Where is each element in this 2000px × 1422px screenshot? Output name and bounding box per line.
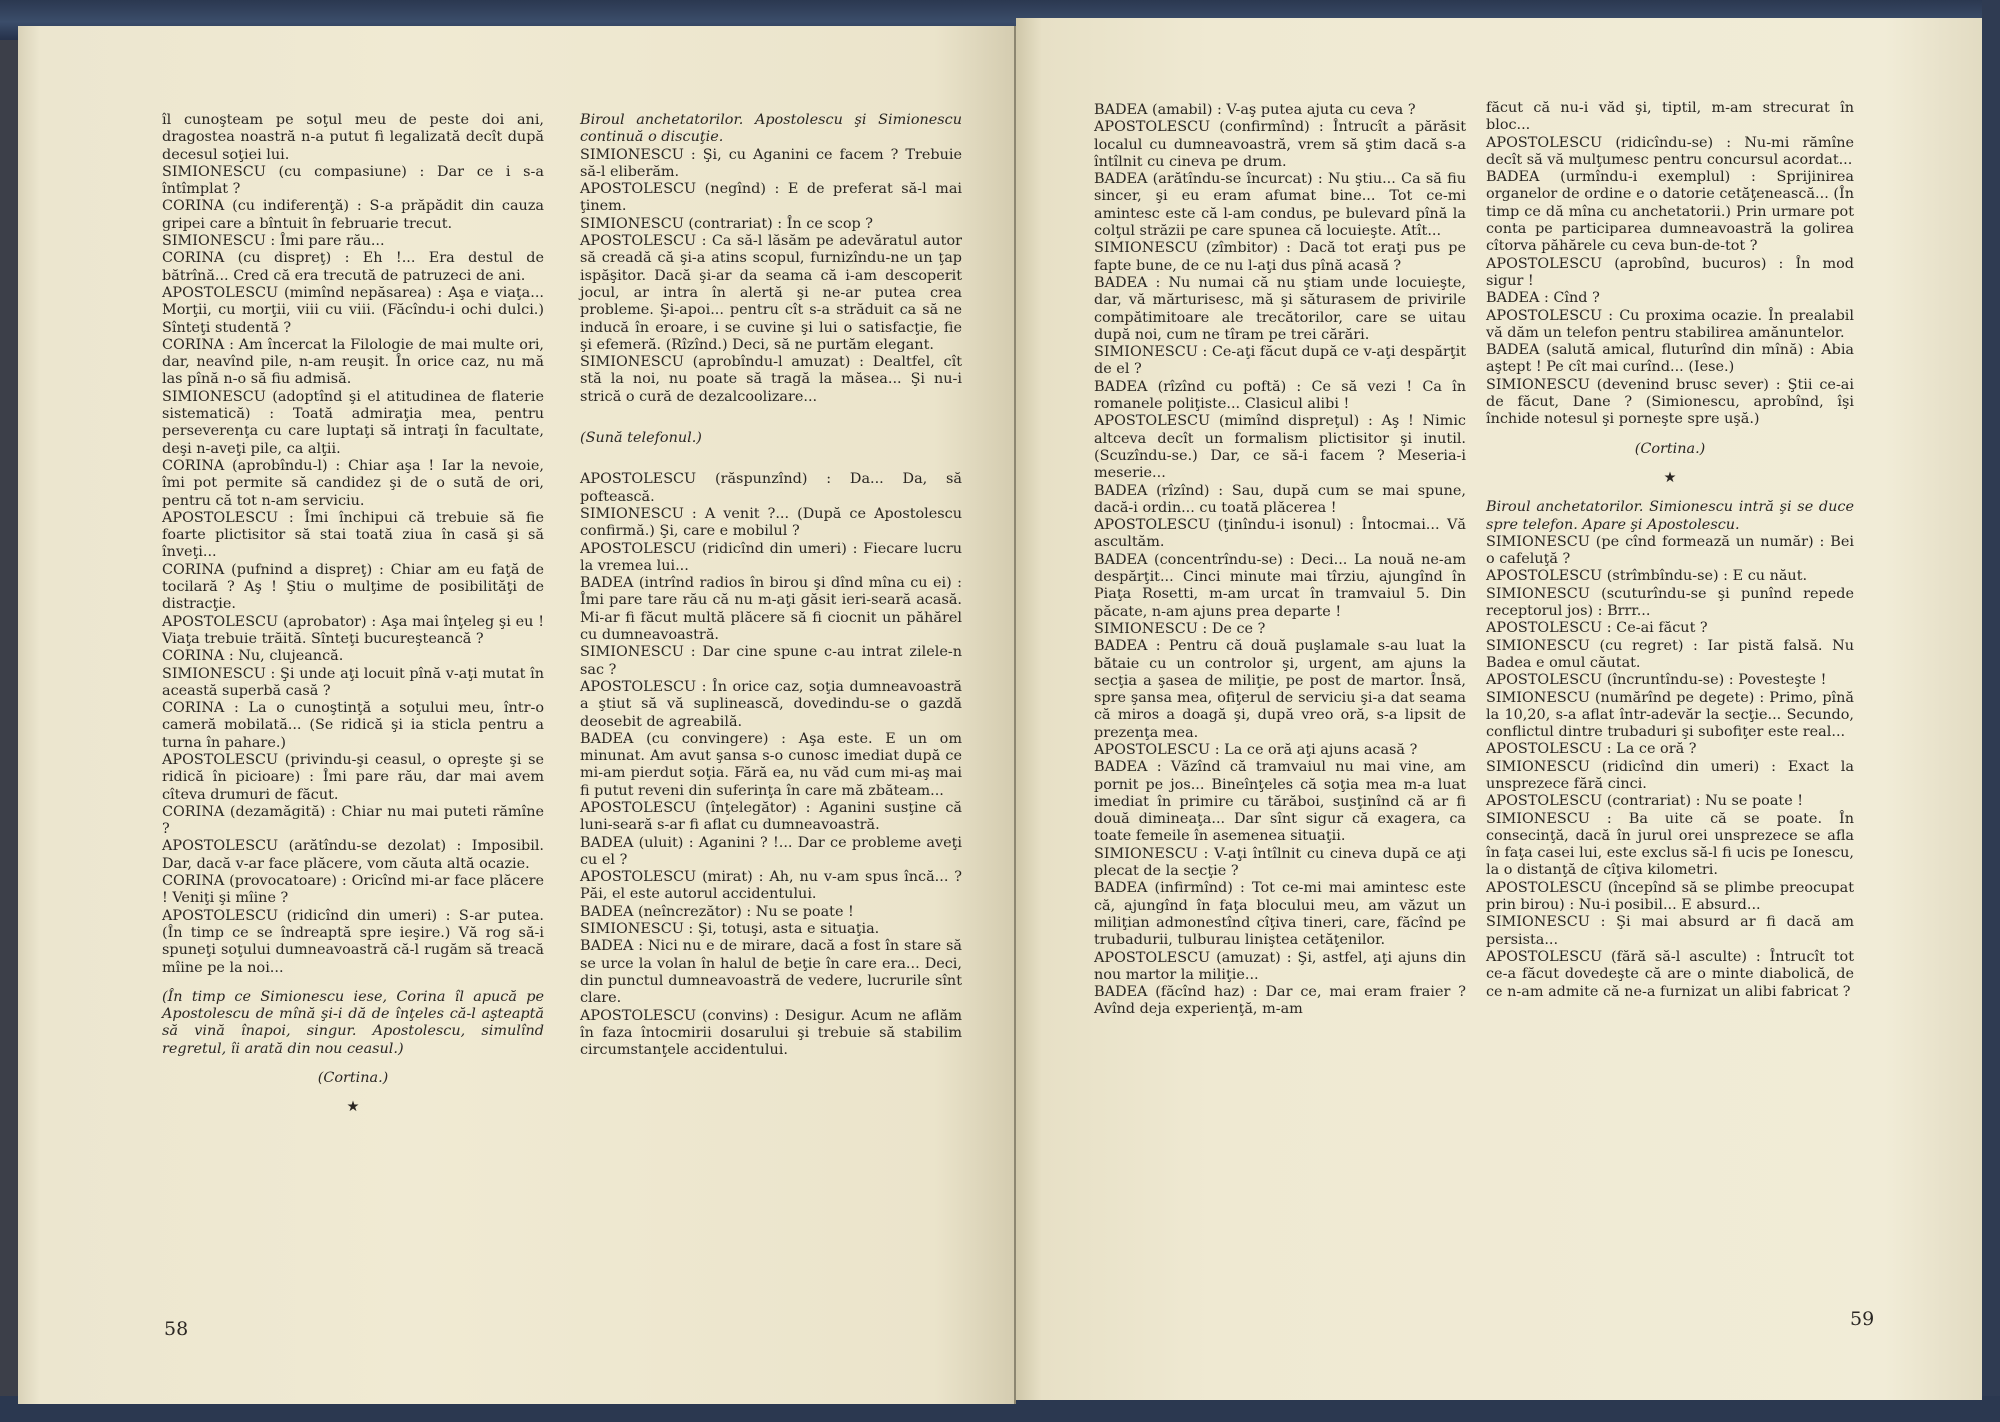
- dialogue-line: BADEA (rîzînd cu poftă) : Ce să vezi ! Ca în romanele poliţiste... Clasicul alibi !: [1094, 378, 1466, 413]
- dialogue-line: SIMIONESCU (adoptînd şi el atitudinea de flaterie sistematică) : Toată admiraţia mea, pentru perseverenţa cu care luptaţi să intraţi în facultate, deşi n-aveţi pile, ca alţii.: [162, 388, 544, 457]
- dialogue-line: SIMIONESCU : Şi, cu Aganini ce facem ? Trebuie să-l eliberăm.: [580, 146, 962, 180]
- dialogue-line: APOSTOLESCU (negînd) : E de preferat să-l mai ţinem.: [580, 181, 962, 215]
- dialogue-line: SIMIONESCU : Şi unde aţi locuit pînă v-aţi mutat în această superbă casă ?: [162, 665, 544, 699]
- left-page-column-2: [580, 112, 962, 1059]
- dialogue-line: SIMIONESCU : De ce ?: [1094, 620, 1266, 637]
- dialogue-line: BADEA (urmîndu-i exemplul) : Sprijinirea organelor de ordine e o datorie cetăţenească... (În timp ce dă mîna cu anchetatorii.) Prin urmare pot conta pe participarea dumneavoastră la golirea cîtorva păhărele cu ceva bun-de-tot ?: [1486, 169, 1854, 255]
- right-page: [1016, 18, 1982, 1400]
- dialogue-line: APOSTOLESCU (mimînd dispreţul) : Aş ! Nimic altceva decît un formalism plictisitor şi inutil. (Scuzîndu-se.) Dar, ce să-i facem ? Meseria-i meserie...: [1094, 413, 1466, 482]
- dialogue-line: APOSTOLESCU (ridicînd din umeri) : S-ar putea. (În timp ce se îndreaptă spre ieşire.) Vă rog să-i spuneţi soţului dumneavoastră că-l rugăm să treacă mîine pe la noi...: [162, 907, 544, 976]
- curtain-note: (Cortina.): [1634, 440, 1706, 457]
- curtain-note: (Cortina.): [317, 1070, 389, 1087]
- dialogue-line: BADEA : Nici nu e de mirare, dacă a fost în stare să se urce la volan în halul de beţie în care era... Deci, din punctul dumneavoastră de vedere, lucrurile sînt clare.: [580, 938, 962, 1007]
- dialogue-line: APOSTOLESCU : Îmi închipui că trebuie să fie foarte plictisitor să stai toată ziua în casă şi să înveţi...: [162, 509, 544, 561]
- dialogue-line: APOSTOLESCU (arătîndu-se dezolat) : Imposibil. Dar, dacă v-ar face plăcere, vom căuta altă ocazie.: [162, 838, 544, 872]
- dialogue-line: APOSTOLESCU (mirat) : Ah, nu v-am spus încă... ? Păi, el este autorul accidentului.: [580, 869, 962, 903]
- dialogue-line: APOSTOLESCU (strîmbîndu-se) : E cu năut.: [1486, 568, 1808, 585]
- dialogue-line: APOSTOLESCU (ridicînd din umeri) : Fiecare lucru la vremea lui...: [580, 540, 962, 574]
- dialogue-line: CORINA : Am încercat la Filologie de mai multe ori, dar, neavînd pile, n-am reuşit. În orice caz, nu mă las pînă n-o să fiu admisă.: [162, 336, 544, 388]
- dialogue-line: BADEA (concentrîndu-se) : Deci... La nouă ne-am despărţit... Cinci minute mai tîrziu, ajungînd în Piaţa Rosetti, m-am urcat în tramvaiul 5. Din păcate, n-am ajuns prea departe !: [1094, 551, 1466, 620]
- right-page-column-2: [1486, 100, 1854, 1001]
- dialogue-line: APOSTOLESCU (contrariat) : Nu se poate !: [1486, 793, 1804, 810]
- left-page-column-1: [162, 112, 544, 1117]
- dialogue-line: SIMIONESCU : Dar cine spune c-au intrat zilele-n sac ?: [580, 644, 962, 678]
- scene-heading: Biroul anchetatorilor. Apostolescu şi Simionescu continuă o discuţie.: [580, 112, 962, 146]
- stage-direction: (În timp ce Simionescu iese, Corina îl apucă pe Apostolescu de mînă şi-i dă de înţeles că-l aşteaptă să vină înapoi, singur. Apostolescu, simulînd regretul, îi arată din nou ceasul.): [162, 988, 544, 1057]
- dialogue-line: BADEA : Pentru că două puşlamale s-au luat la bătaie cu un controlor şi, urgent, am ajuns la secţia a şasea de miliţie, pe post de martor. Însă, spre şansa mea, ofiţerul de serviciu şi-a dat seama că miros a doagă şi, după vreo oră, s-a lipsit de prezenţa mea.: [1094, 638, 1466, 741]
- dialogue-line: BADEA (făcînd haz) : Dar ce, mai eram fraier ? Avînd deja experienţă, m-am: [1094, 984, 1466, 1018]
- dialogue-line: BADEA (uluit) : Aganini ? !... Dar ce probleme aveţi cu el ?: [580, 834, 962, 868]
- dialogue-line: BADEA (intrînd radios în birou şi dînd mîna cu ei) : Îmi pare tare rău că nu m-aţi găsit ieri-seară acasă. Mi-ar fi făcut multă plăcere să fi ciocnit un păhărel cu dumneavoastră.: [580, 575, 962, 644]
- dialogue-line: SIMIONESCU : Şi, totuşi, asta e situaţia.: [580, 921, 880, 938]
- dialogue-line: BADEA (rîzînd) : Sau, după cum se mai spune, dacă-i ordin... cu toată plăcerea !: [1094, 482, 1466, 516]
- dialogue-line: APOSTOLESCU (confirmînd) : Întrucît a părăsit localul cu dumneavoastră, vrem să ştim dacă s-a întîlnit cu cineva pe drum.: [1094, 119, 1466, 170]
- dialogue-line: CORINA (cu dispreţ) : Eh !... Era destul de bătrînă... Cred că era trecută de patruzeci de ani.: [162, 250, 544, 284]
- dialogue-line: APOSTOLESCU : În orice caz, soţia dumneavoastră a ştiut să vă suplinească, dovedindu-se o gazdă deosebit de agreabilă.: [580, 678, 962, 730]
- dialogue-line: SIMIONESCU (numărînd pe degete) : Primo, pînă la 10,20, s-a aflat într-adevăr la secţie... Secundo, conflictul dintre trubaduri şi subofiţer este real...: [1486, 689, 1854, 741]
- dialogue-line: APOSTOLESCU (mimînd nepăsarea) : Aşa e viaţa... Morţii, cu morţii, viii cu viii. (Făcîndu-i ochi dulci.) Sînteţi studentă ?: [162, 284, 544, 336]
- dialogue-line: SIMIONESCU (cu compasiune) : Dar ce i s-a întîmplat ?: [162, 163, 544, 198]
- dialogue-line: SIMIONESCU : Ba uite că se poate. În consecinţă, dacă în jurul orei unsprezece se afla în faţa casei lui, este exclus să-l fi ucis pe Ionescu, la o distanţă de cîţiva kilometri.: [1486, 810, 1854, 879]
- page-number-left: 58: [164, 1318, 189, 1340]
- dialogue-line: SIMIONESCU : V-aţi întîlnit cu cineva după ce aţi plecat de la secţie ?: [1094, 845, 1466, 880]
- book-cover-right-edge: [1982, 0, 2000, 1422]
- dialogue-line: BADEA : Nu numai că nu ştiam unde locuieşte, dar, vă mărturisesc, mă şi săturasem de privirile compătimitoare ale trecătorilor, care se uitau după noi, cum ne tîram pe trei cărări.: [1094, 274, 1466, 343]
- dialogue-line: BADEA (amabil) : V-aş putea ajuta cu ceva ?: [1094, 102, 1416, 118]
- dialogue-line: SIMIONESCU (pe cînd formează un număr) : Bei o cafeluţă ?: [1486, 533, 1854, 568]
- dialogue-line: SIMIONESCU : Îmi pare rău...: [162, 233, 385, 250]
- dialogue-line: CORINA (dezamăgită) : Chiar nu mai puteti rămîne ?: [162, 803, 544, 838]
- dialogue-line: BADEA (cu convingere) : Aşa este. E un om minunat. Am avut şansa s-o cunosc imediat după ce mi-am pierdut soţia. Fără ea, nu văd cum mi-aş mai fi putut reveni din suferinţa în care mă zbăteam...: [580, 730, 962, 799]
- dialogue-line: APOSTOLESCU : La ce oră aţi ajuns acasă ?: [1094, 741, 1418, 758]
- dialogue-line: APOSTOLESCU : Ce-ai făcut ?: [1486, 620, 1708, 637]
- dialogue-line: APOSTOLESCU : Ca să-l lăsăm pe adevăratul autor să creadă că şi-a atins scopul, furnizîndu-ne un ţap ispăşitor. Dacă şi-ar da seama că i-am descoperit jocul, ar intra în alertă şi ne-ar putea crea probleme. Şi-apoi... pentru cît s-a străduit ca să ne inducă în eroare, i se cuvine şi lui o satisfacţie, fie şi efemeră. (Rîzînd.) Deci, să ne purtăm elegant.: [580, 233, 962, 353]
- left-page: [18, 26, 1016, 1404]
- dialogue-line: CORINA : La o cunoştinţă a soţului meu, într-o cameră mobilată... (Se ridică şi ia sticla pentru a turna în pahare.): [162, 700, 544, 751]
- dialogue-line: APOSTOLESCU (aprobator) : Aşa mai înţeleg şi eu ! Viaţa trebuie trăită. Sînteţi bucureşteancă ?: [162, 613, 544, 647]
- dialogue-line: BADEA : Cînd ?: [1486, 290, 1600, 307]
- dialogue-line: SIMIONESCU (cu regret) : Iar pistă falsă. Nu Badea e omul căutat.: [1486, 637, 1854, 671]
- dialogue-line: APOSTOLESCU : Cu proxima ocazie. În prealabil vă dăm un telefon pentru stabilirea amănuntelor.: [1486, 307, 1854, 341]
- dialogue-line: APOSTOLESCU (fără să-l asculte) : Întrucît tot ce-a făcut dovedeşte că are o minte diabolică, de ce n-am admite că ne-a furnizat un alibi fabricat ?: [1486, 948, 1854, 1000]
- dialogue-line: BADEA (infirmînd) : Tot ce-mi mai amintesc este că, ajungînd în faţa blocului meu, am văzut un miliţian admonestînd cîţiva tineri, care, făcînd pe trubadurii, tulburau liniştea cetăţenilor.: [1094, 880, 1466, 949]
- dialogue-line: SIMIONESCU (ridicînd din umeri) : Exact la unsprezece fără cinci.: [1486, 758, 1854, 792]
- dialogue-line: APOSTOLESCU (convins) : Desigur. Acum ne aflăm în faza întocmirii dosarului şi trebuie să stabilim circumstanţele accidentului.: [580, 1007, 962, 1059]
- dialogue-line: CORINA (pufnind a dispreţ) : Chiar am eu faţă de tocilară ? Aş ! Ştiu o mulţime de posibilităţi de distracţie.: [162, 561, 544, 613]
- dialogue-line: SIMIONESCU (scuturîndu-se şi punînd repede receptorul jos) : Brrr...: [1486, 585, 1854, 620]
- right-page-column-1: [1094, 102, 1466, 1019]
- dialogue-line: BADEA : Văzînd că tramvaiul nu mai vine, am pornit pe jos... Bineînţeles că soţia mea m-a luat imediat în primire cu tărăboi, susţinînd că ar fi două dimineaţa... Dar sînt sigur că exagera, ca toate femeile în asemenea situaţii.: [1094, 759, 1466, 845]
- dialogue-line: îl cunoşteam pe soţul meu de peste doi ani, dragostea noastră n-a putut fi legalizată decît după decesul soţiei lui.: [162, 112, 544, 163]
- dialogue-line: SIMIONESCU : Şi mai absurd ar fi dacă am persista...: [1486, 914, 1854, 948]
- section-star: ★: [1663, 469, 1677, 486]
- dialogue-line: APOSTOLESCU : La ce oră ?: [1486, 741, 1697, 758]
- dialogue-line: SIMIONESCU (devenind brusc sever) : Ştii ce-ai de făcut, Dane ? (Simionescu, aprobînd, îşi închide notesul şi porneşte spre uşă.): [1486, 376, 1854, 428]
- dialogue-line: SIMIONESCU (contrariat) : În ce scop ?: [580, 215, 874, 232]
- dialogue-line: APOSTOLESCU (amuzat) : Şi, astfel, aţi ajuns din nou martor la miliţie...: [1094, 949, 1466, 983]
- dialogue-line: APOSTOLESCU (încruntîndu-se) : Povesteşte !: [1486, 672, 1827, 689]
- dialogue-line: APOSTOLESCU (răspunzînd) : Da... Da, să poftească.: [580, 471, 962, 505]
- dialogue-line: BADEA (arătîndu-se încurcat) : Nu ştiu... Ca să fiu sincer, şi eu eram afumat bine... Tot ce-mi amintesc este că l-am condus, pe bulevard pînă la colţul străzii pe care spunea că locuieşte. Atît...: [1094, 171, 1466, 240]
- dialogue-line: APOSTOLESCU (privindu-şi ceasul, o opreşte şi se ridică în picioare) : Îmi pare rău, dar mai avem cîteva drumuri de făcut.: [162, 751, 544, 803]
- dialogue-line: CORINA (cu indiferenţă) : S-a prăpădit din cauza gripei care a bîntuit în februarie trecut.: [162, 198, 544, 232]
- dialogue-line: APOSTOLESCU (începînd să se plimbe preocupat prin birou) : Nu-i posibil... E absurd...: [1486, 879, 1854, 914]
- dialogue-line: APOSTOLESCU (înţelegător) : Aganini susţine că luni-seară s-ar fi aflat cu dumneavoastră.: [580, 799, 962, 834]
- dialogue-line: făcut că nu-i văd şi, tiptil, m-am strecurat în bloc...: [1486, 100, 1854, 134]
- dialogue-line: APOSTOLESCU (ridicîndu-se) : Nu-mi rămîne decît să vă mulţumesc pentru concursul acordat...: [1486, 134, 1854, 168]
- dialogue-line: SIMIONESCU : Ce-aţi făcut după ce v-aţi despărţit de el ?: [1094, 344, 1466, 378]
- dialogue-line: CORINA (aprobîndu-l) : Chiar aşa ! Iar la nevoie, îmi pot permite să candidez şi de o sută de ori, pentru că tot n-am serviciu.: [162, 457, 544, 509]
- dialogue-line: APOSTOLESCU (ţinîndu-i isonul) : Întocmai... Vă ascultăm.: [1094, 517, 1466, 551]
- scene-heading: Biroul anchetatorilor. Simionescu intră şi se duce spre telefon. Apare şi Apostolescu.: [1486, 499, 1854, 533]
- dialogue-line: CORINA (provocatoare) : Oricînd mi-ar face plăcere ! Veniţi şi mîine ?: [162, 873, 544, 907]
- dialogue-line: SIMIONESCU (zîmbitor) : Dacă tot eraţi pus pe fapte bune, de ce nu l-aţi dus pînă acasă ?: [1094, 240, 1466, 274]
- dialogue-line: APOSTOLESCU (aprobînd, bucuros) : În mod sigur !: [1486, 255, 1854, 289]
- dialogue-line: BADEA (neîncrezător) : Nu se poate !: [580, 903, 854, 920]
- stage-direction: (Sună telefonul.): [580, 430, 702, 447]
- dialogue-line: CORINA : Nu, clujeancă.: [162, 648, 344, 665]
- page-number-right: 59: [1850, 1308, 1875, 1330]
- dialogue-line: SIMIONESCU (aprobîndu-l amuzat) : Dealtfel, cît stă la noi, nu poate să tragă la măsea... Şi nu-i strică o cură de dezalcoolizare...: [580, 354, 962, 405]
- dialogue-line: BADEA (salută amical, fluturînd din mînă) : Abia aştept ! Pe cît mai curînd... (Iese.): [1486, 342, 1854, 376]
- section-star: ★: [346, 1099, 360, 1116]
- dialogue-line: SIMIONESCU : A venit ?... (După ce Apostolescu confirmă.) Şi, care e mobilul ?: [580, 505, 962, 540]
